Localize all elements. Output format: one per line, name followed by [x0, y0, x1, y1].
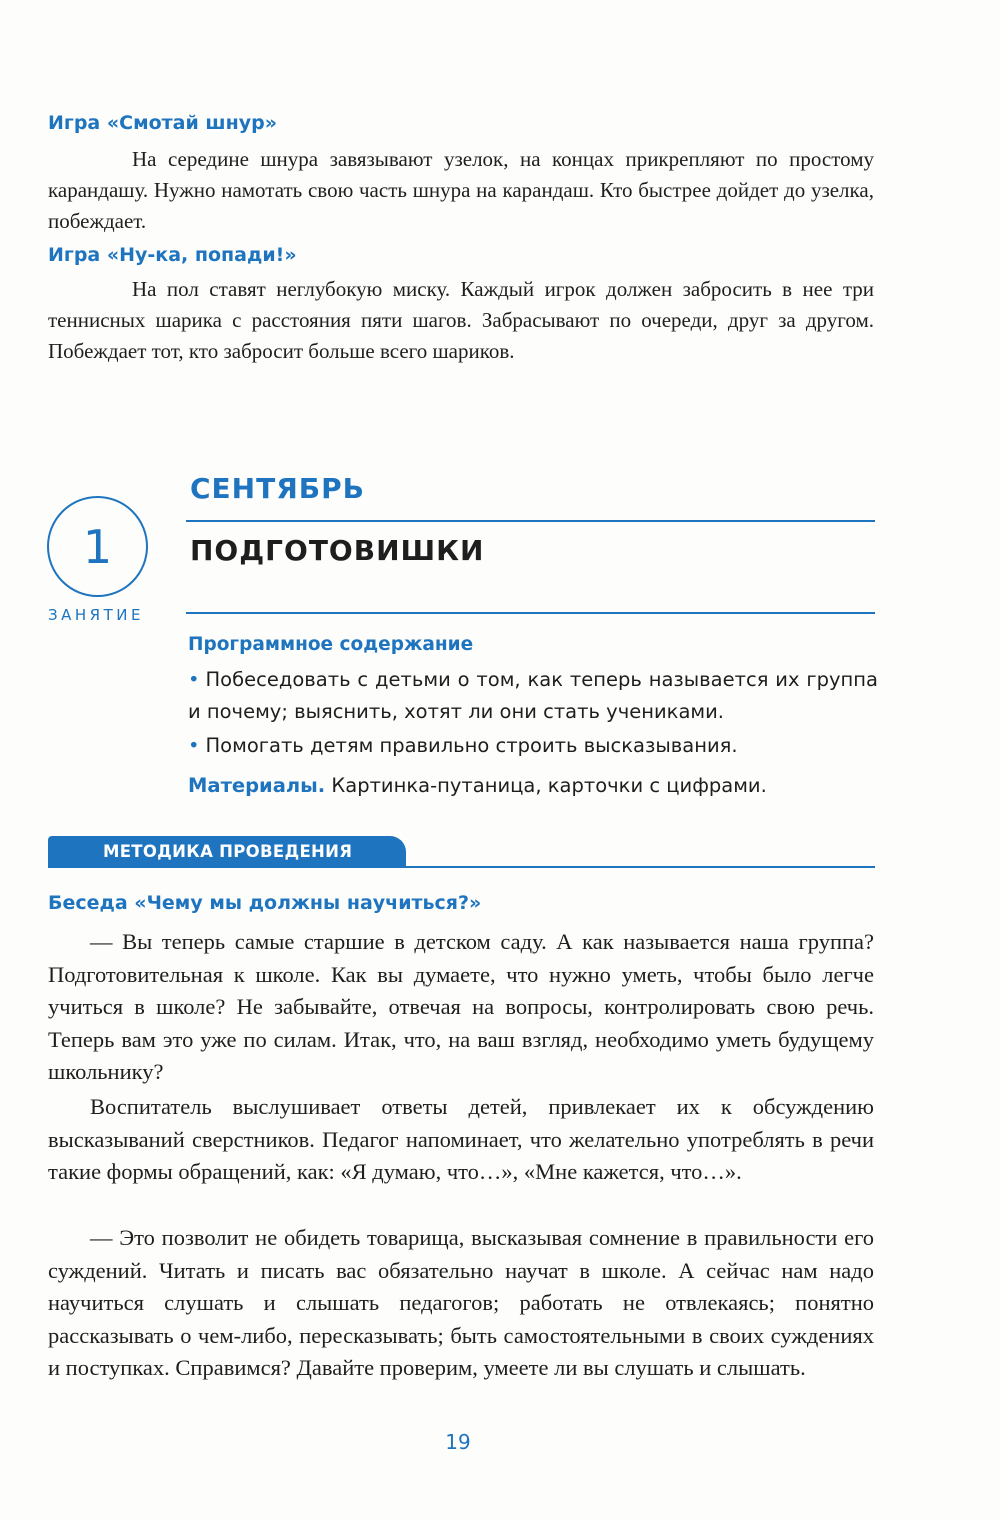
game-description-hit-target: На пол ставят неглубокую миску. Каждый игрок должен забросить в нее три теннисных шарика с расстояния пяти шагов. Забрасывают по очереди, друг за другом. Побеждает тот, кто забросит больше всего шариков. — [48, 277, 874, 363]
program-heading: Программное содержание — [188, 634, 474, 655]
lesson-label: ЗАНЯТИЕ — [48, 606, 144, 624]
conversation-paragraph: — Вы теперь самые старшие в детском саду. А как называется наша группа? Подготовительная к школе. Как вы думаете, что нужно уметь, чтобы было легче учиться в школе? Не забывайте, отвечая на вопросы, контролировать свою речь. Теперь вам это уже по силам. Итак, что, на ваш взгляд, необходимо уметь будущему школьнику? — [48, 929, 874, 1084]
game-title-hit-target: Игра «Ну-ка, попади!» — [48, 244, 297, 266]
program-bullet — [188, 730, 878, 762]
conversation-paragraph: Воспитатель выслушивает ответы детей, привлекает их к обсуждению высказываний сверстников. Педагог напоминает, что желательно употреблять в речи такие формы обращений, как: «Я думаю, что…», «Мне кажется, что…». — [48, 1094, 874, 1184]
bullet-icon: • — [188, 734, 200, 757]
lesson-title: ПОДГОТОВИШКИ — [190, 534, 485, 567]
page-number: 19 — [445, 1430, 471, 1454]
method-banner-label: МЕТОДИКА ПРОВЕДЕНИЯ — [103, 842, 353, 861]
conversation-title: Беседа «Чему мы должны научиться?» — [48, 892, 482, 914]
materials-text: Картинка-путаница, карточки с цифрами. — [331, 774, 767, 797]
conversation-paragraph: — Это позволит не обидеть товарища, высказывая сомнение в правильности его суждений. Читать и писать вас обязательно научат в школе. А сейчас нам надо научиться слушать и слышать педагогов; работать не отвлекаясь; понятно рассказывать о чем-либо, пересказывать; быть самостоятельными в своих суждениях и поступках. Справимся? Давайте проверим, умеете ли вы слушать и слышать. — [48, 1225, 874, 1380]
program-bullet — [188, 664, 878, 728]
month-heading: СЕНТЯБРЬ — [190, 472, 365, 505]
program-bullet-text: Побеседовать с детьми о том, как теперь называется их группа и почему; выяснить, хотят ли они стать учениками. — [188, 668, 878, 723]
program-bullet-text: Помогать детям правильно строить высказывания. — [205, 734, 738, 757]
method-divider — [48, 866, 875, 868]
materials-line — [188, 770, 767, 802]
game-title-wind-cord: Игра «Смотай шнур» — [48, 112, 277, 134]
program-bullet-list — [188, 664, 878, 764]
game-description-wind-cord: На середине шнура завязывают узелок, на концах прикрепляют по простому карандашу. Нужно намотать свою часть шнура на карандаш. Кто быстрее дойдет до узелка, побеждает. — [48, 147, 874, 233]
lesson-divider — [186, 612, 875, 614]
materials-label: Материалы. — [188, 774, 326, 797]
month-divider — [186, 520, 875, 522]
lesson-number: 1 — [82, 519, 113, 574]
bullet-icon: • — [188, 668, 200, 691]
lesson-number-circle — [47, 496, 148, 597]
